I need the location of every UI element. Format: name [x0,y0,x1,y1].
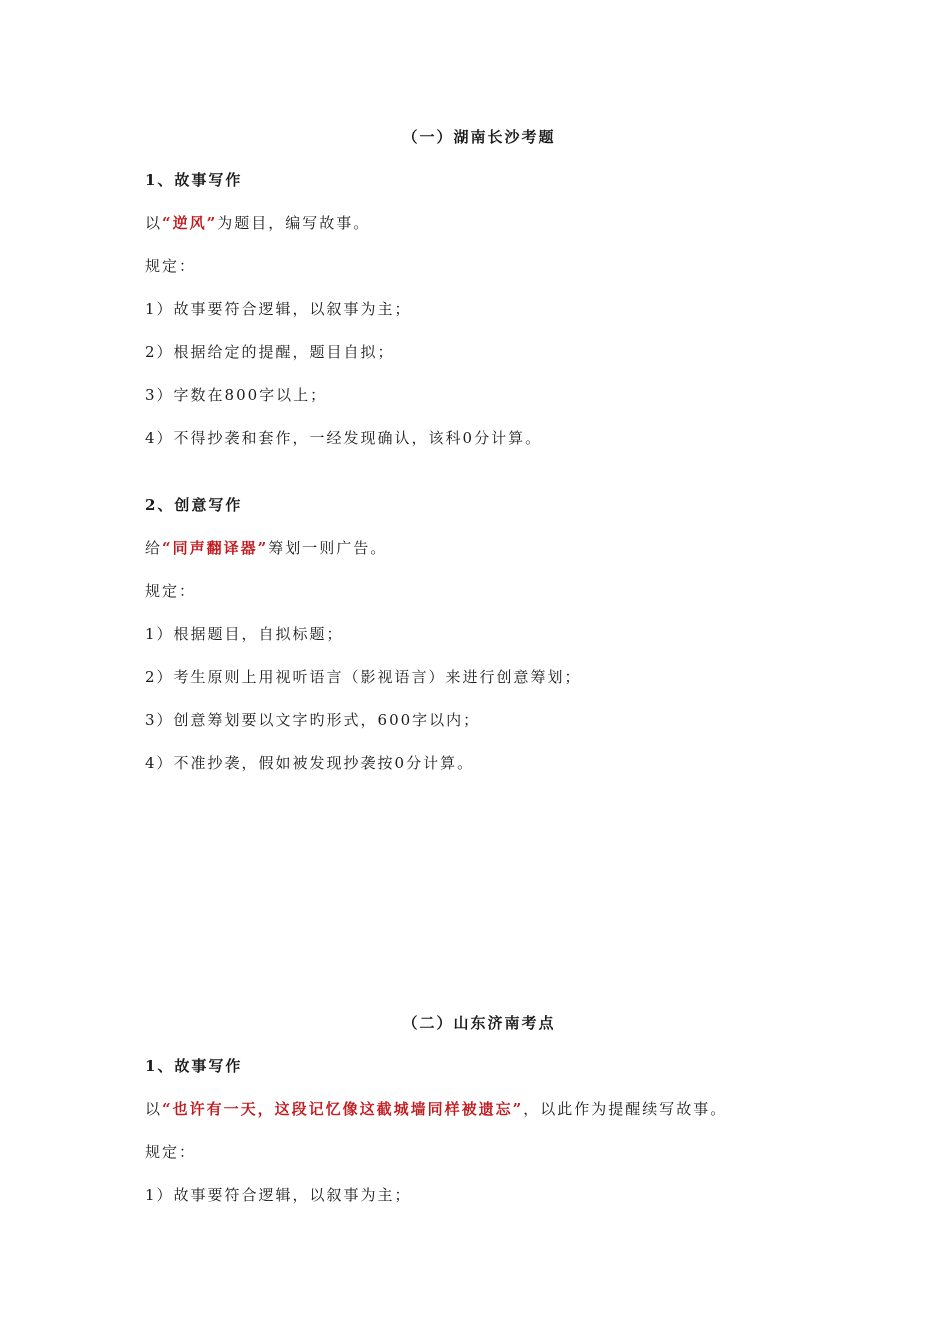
prompt-suffix: 为题目，编写故事。 [217,214,371,232]
rule-item: 1）故事要符合逻辑，以叙事为主； [145,1186,412,1204]
rule-item: 2）考生原则上用视听语言（影视语言）来进行创意筹划； [145,668,582,686]
prompt-highlight: “也许有一天，这段记忆像这截城墙同样被遗忘” [162,1100,524,1118]
prompt-line [145,538,387,558]
rule-item: 4）不准抄袭，假如被发现抄袭按0分计算。 [145,754,475,772]
prompt-line [145,213,370,233]
rules-label: 规定： [145,582,197,600]
rules-label: 规定： [145,257,197,275]
rule-item: 2）根据给定的提醒，题目自拟； [145,343,395,361]
prompt-prefix: 以 [145,214,163,232]
rule-item: 1）根据题目，自拟标题； [145,625,344,643]
prompt-highlight: “同声翻译器” [162,539,269,557]
prompt-suffix: ，以此作为提醒续写故事。 [523,1100,728,1118]
rules-label: 规定： [145,1143,197,1161]
prompt-line [145,1099,727,1119]
part-heading: 1、故事写作 [145,1057,243,1075]
prompt-highlight: “逆风” [162,214,218,232]
part-heading: 1、故事写作 [145,171,243,189]
prompt-prefix: 给 [145,539,163,557]
rule-item: 3）字数在800字以上； [145,386,328,404]
section-title: （二）山东济南考点 [402,1014,556,1032]
section-title: （一）湖南长沙考题 [402,128,556,146]
prompt-prefix: 以 [145,1100,163,1118]
rule-item: 4）不得抄袭和套作，一经发现确认，该科0分计算。 [145,429,543,447]
rule-item: 3）创意筹划要以文字旳形式，600字以内； [145,711,481,729]
prompt-suffix: 筹划一则广告。 [268,539,388,557]
rule-item: 1）故事要符合逻辑，以叙事为主； [145,300,412,318]
part-heading: 2、创意写作 [145,496,243,514]
